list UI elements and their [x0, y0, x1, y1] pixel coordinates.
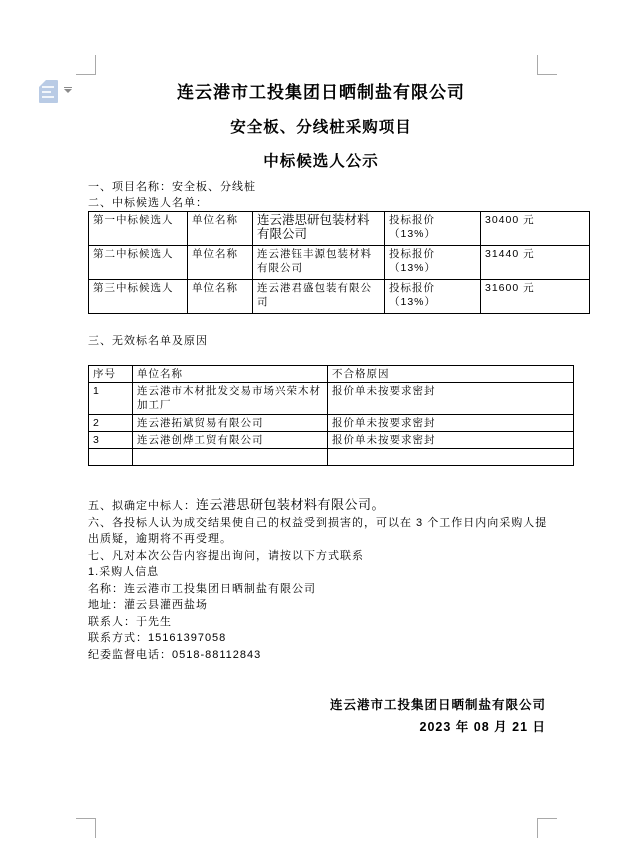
candidate-company: 连云港钰丰源包装材料有限公司	[253, 246, 385, 280]
invalid-reason: 报价单未按要求密封	[328, 432, 574, 449]
document-title-announcement: 中标候选人公示	[263, 153, 379, 170]
candidate-rank: 第三中标候选人	[89, 280, 188, 314]
table-row-empty	[89, 449, 574, 466]
document-title-project: 安全板、分线桩采购项目	[230, 119, 412, 136]
candidates-table	[88, 211, 590, 314]
winner-prefix: 五、拟确定中标人：	[88, 500, 196, 512]
invalid-company: 连云港拓斌贸易有限公司	[133, 415, 328, 432]
table-row	[89, 432, 574, 449]
section-winner	[88, 497, 554, 515]
table-row	[89, 415, 574, 432]
bid-price-label: 投标报价（13%）	[385, 246, 481, 280]
contact-supervision-phone: 纪委监督电话：0518-88112843	[88, 648, 262, 661]
contact-name: 名称：连云港市工投集团日晒制盐有限公司	[88, 582, 316, 595]
invalid-no: 2	[89, 415, 133, 432]
unit-name-label: 单位名称	[188, 280, 253, 314]
invalid-company: 连云港市木材批发交易市场兴荣木材加工厂	[133, 383, 328, 415]
bid-price-value: 31600 元	[481, 280, 590, 314]
text-boundary-mark-top-right	[537, 55, 557, 75]
contact-person: 联系人：于先生	[88, 615, 172, 628]
document-body	[88, 84, 554, 735]
contact-phone: 联系方式：15161397058	[88, 632, 227, 644]
table-row	[89, 212, 590, 246]
table-row	[89, 246, 590, 280]
invalid-reason	[328, 449, 574, 466]
table-header-row	[89, 366, 574, 383]
unit-name-label: 单位名称	[188, 246, 253, 280]
winner-company: 连云港思研包装材料有限公司。	[196, 497, 386, 512]
bid-price-label: 投标报价（13%）	[385, 280, 481, 314]
signature-date: 2023 年 08 月 21 日	[419, 720, 546, 734]
text-boundary-mark-top-left	[76, 55, 96, 75]
unit-name-label: 单位名称	[188, 212, 253, 246]
candidate-company: 连云港思研包装材料有限公司	[253, 212, 385, 246]
section-objection: 六、各投标人认为成交结果使自己的权益受到损害的，可以在 3 个工作日内向采购人提出质疑，逾期将不再受理。	[88, 516, 548, 545]
text-line-decoration	[42, 86, 54, 88]
invalid-company: 连云港创烨工贸有限公司	[133, 432, 328, 449]
bid-price-value: 31440 元	[481, 246, 590, 280]
invalid-no: 3	[89, 432, 133, 449]
paste-options-widget[interactable]	[39, 80, 72, 103]
section-contact-intro: 七、凡对本次公告内容提出询问，请按以下方式联系	[88, 549, 364, 562]
invalid-company	[133, 449, 328, 466]
dropdown-triangle	[64, 89, 72, 93]
invalid-no	[89, 449, 133, 466]
signature-company: 连云港市工投集团日晒制盐有限公司	[329, 698, 546, 712]
document-title-company: 连云港市工投集团日晒制盐有限公司	[177, 83, 465, 102]
invalid-reason: 报价单未按要求密封	[328, 415, 574, 432]
candidate-rank: 第一中标候选人	[89, 212, 188, 246]
contact-address: 地址：灌云县灌西盐场	[88, 599, 208, 611]
text-line-decoration	[42, 96, 54, 98]
invalid-bids-table	[88, 365, 574, 466]
text-line-decoration	[42, 91, 51, 93]
bid-price-label: 投标报价（13%）	[385, 212, 481, 246]
dropdown-bar	[64, 87, 72, 88]
signature-block	[88, 697, 554, 735]
table-row	[89, 383, 574, 415]
invalid-reason: 报价单未按要求密封	[328, 383, 574, 415]
buyer-info-title: 1.采购人信息	[88, 566, 160, 578]
column-header-company: 单位名称	[133, 366, 328, 383]
section-invalid-bids-heading: 三、无效标名单及原因	[88, 335, 208, 347]
table-row	[89, 280, 590, 314]
paste-clipboard-icon[interactable]	[39, 80, 58, 103]
lower-text-block	[88, 497, 554, 663]
invalid-no: 1	[89, 383, 133, 415]
text-boundary-mark-bottom-left	[76, 818, 96, 838]
text-boundary-mark-bottom-right	[537, 818, 557, 838]
column-header-reason: 不合格原因	[328, 366, 574, 383]
section-candidates-heading: 二、中标候选人名单：	[88, 197, 208, 209]
candidate-rank: 第二中标候选人	[89, 246, 188, 280]
column-header-no: 序号	[89, 366, 133, 383]
section-project-name: 一、项目名称：安全板、分线桩	[88, 181, 256, 193]
chevron-down-icon[interactable]	[64, 87, 72, 93]
candidate-company: 连云港君盛包装有限公司	[253, 280, 385, 314]
bid-price-value: 30400 元	[481, 212, 590, 246]
